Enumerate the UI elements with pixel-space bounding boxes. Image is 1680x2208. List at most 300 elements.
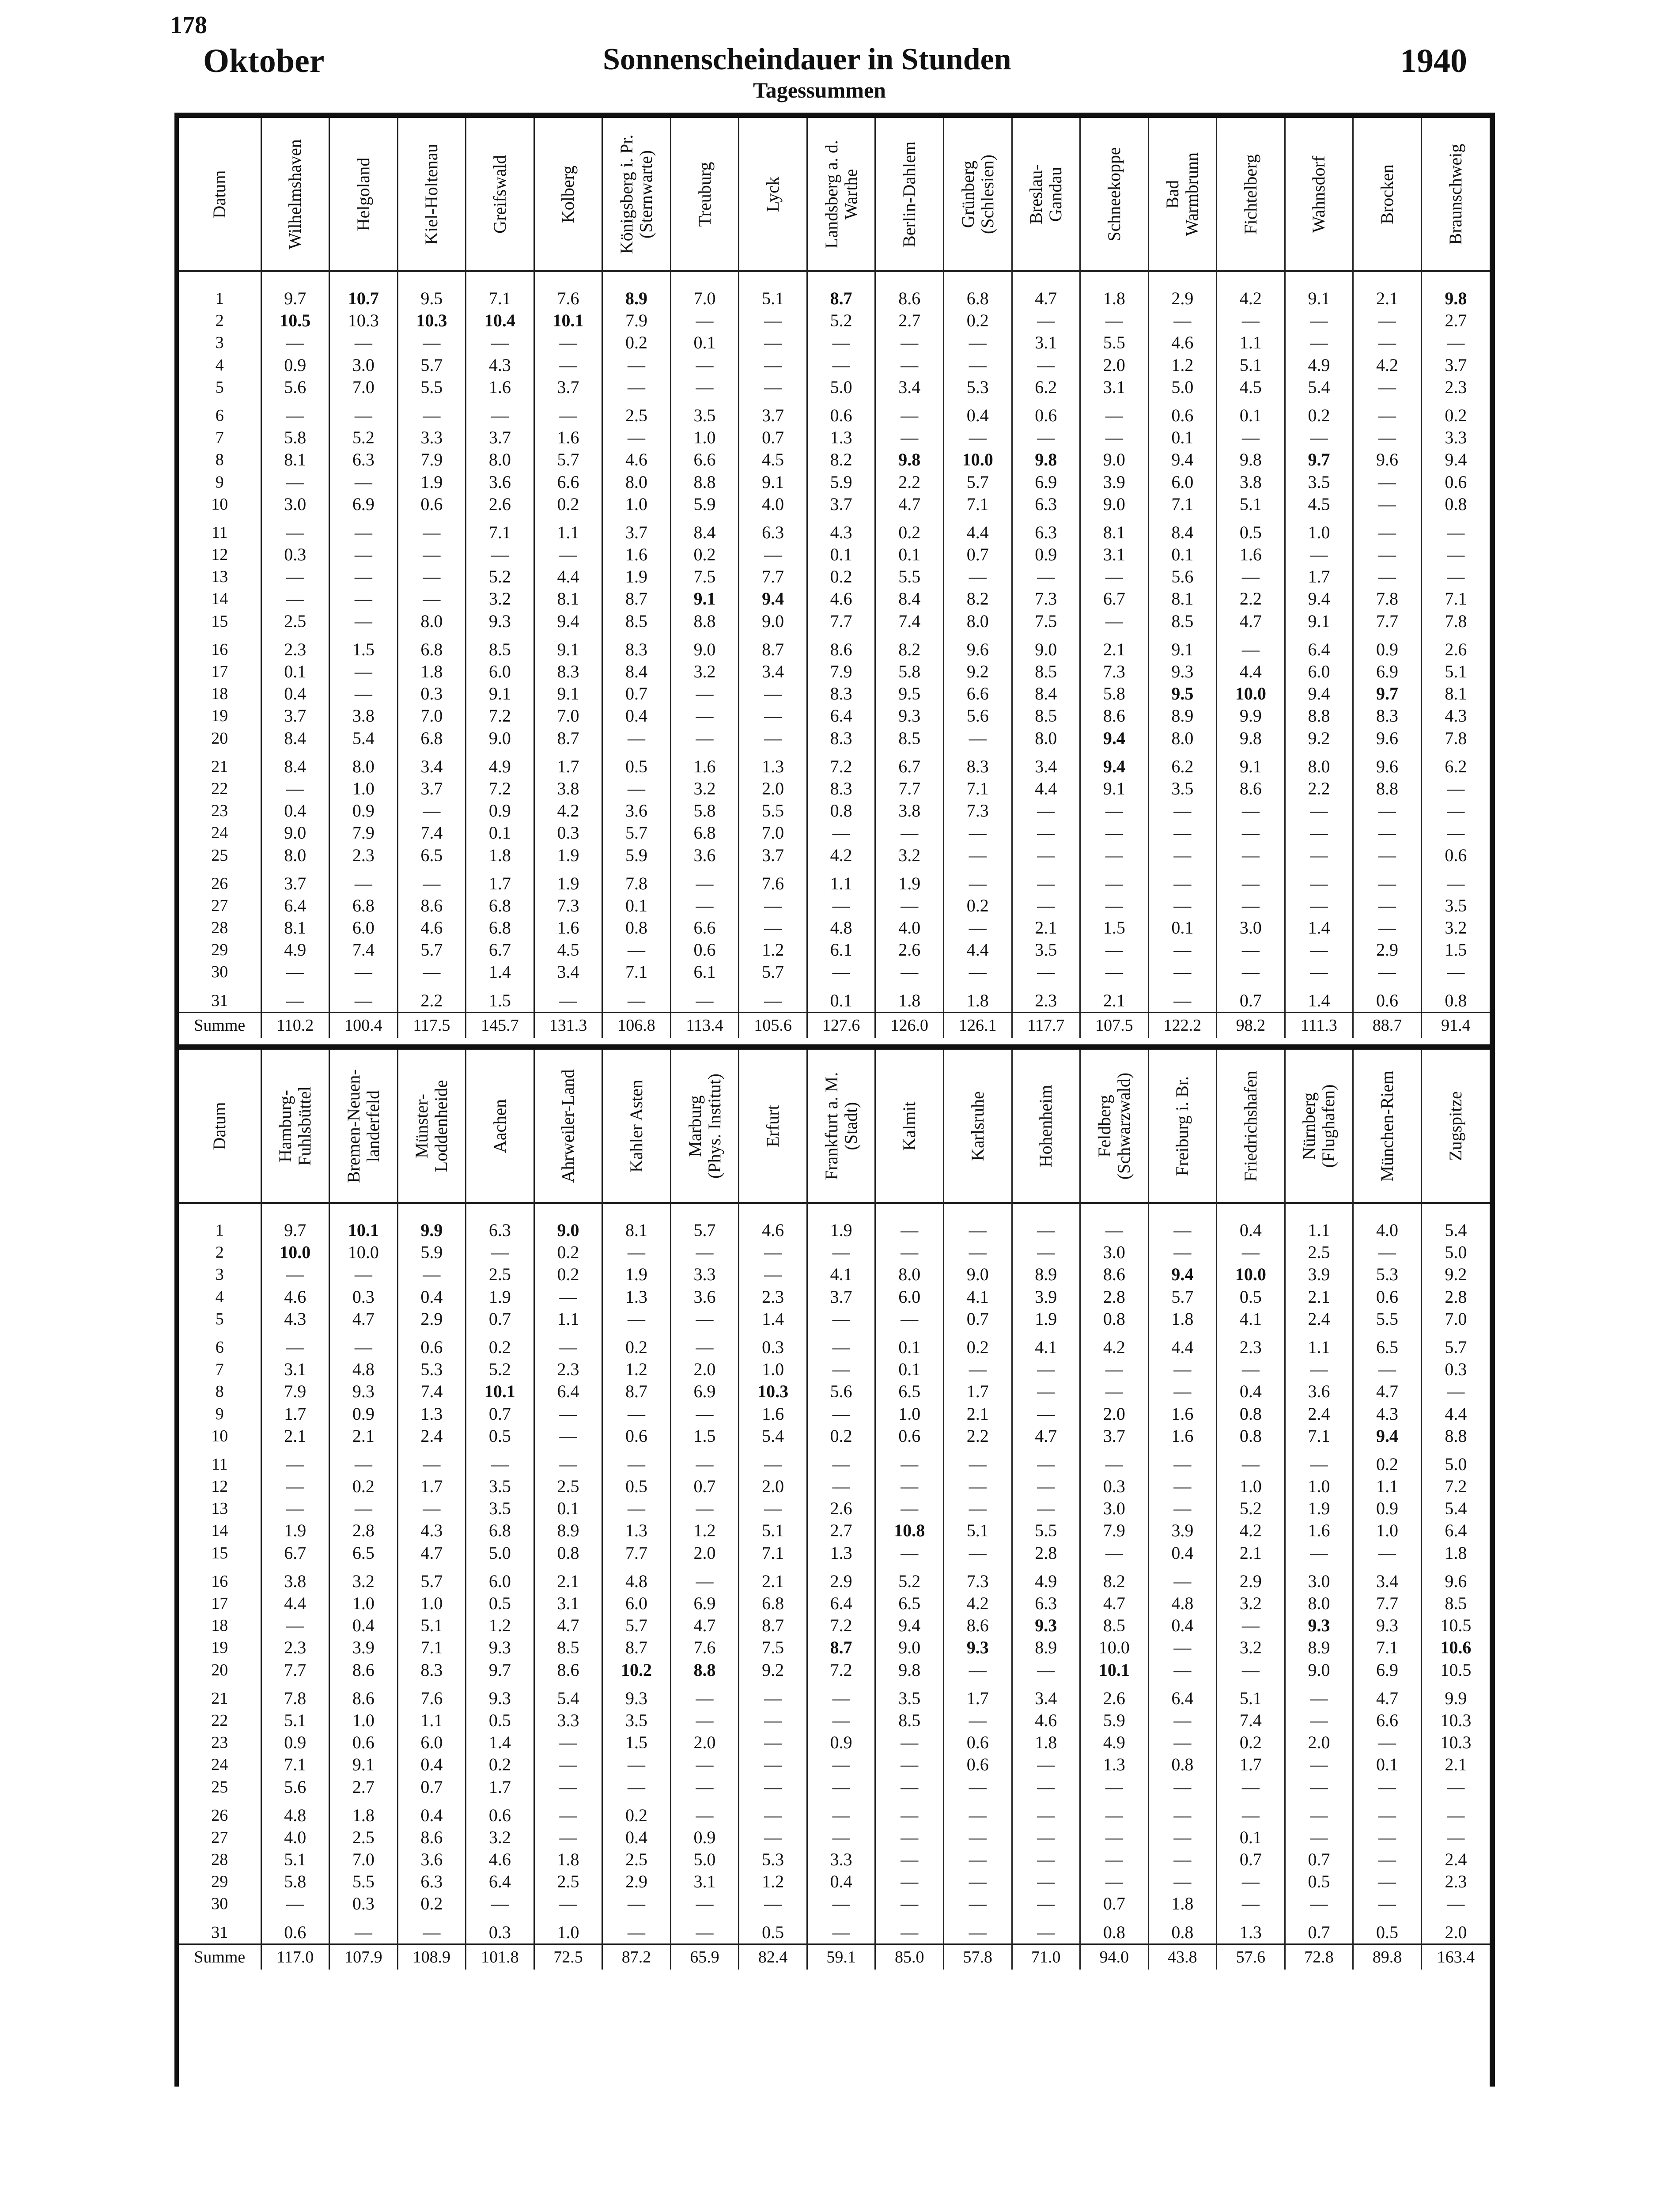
value-cell: 0.3 — [488, 1922, 511, 1942]
value-cell: — — [286, 962, 304, 982]
value-cell: — — [1105, 427, 1123, 448]
value-cell: 6.3 — [1035, 522, 1057, 542]
value-cell: — — [696, 1688, 714, 1708]
station-column-bad-warmbrunn — [1148, 271, 1217, 1012]
value-cell: 8.3 — [1376, 706, 1399, 726]
value-cell: 0.9 — [284, 1732, 306, 1753]
sum-value: 110.2 — [261, 1012, 329, 1038]
value-cell: — — [1310, 1894, 1328, 1914]
value-cell: — — [1173, 1476, 1192, 1497]
station-header-bad-warmbrunn — [1148, 118, 1217, 271]
value-cell: 4.3 — [420, 1520, 443, 1541]
value-cell: 0.7 — [966, 1308, 989, 1329]
day-number: 3 — [215, 1265, 224, 1284]
value-cell: 8.7 — [762, 639, 784, 659]
value-cell: — — [286, 1894, 304, 1914]
value-cell: — — [832, 355, 850, 375]
value-cell: 5.5 — [420, 377, 443, 397]
value-cell: 5.7 — [625, 823, 647, 843]
station-name: Zugspitze — [1445, 1091, 1466, 1161]
value-cell: 6.8 — [488, 895, 511, 915]
value-cell: 9.7 — [1308, 450, 1330, 470]
value-cell: — — [1037, 1220, 1055, 1240]
value-cell: 5.0 — [1445, 1242, 1467, 1263]
value-cell: 8.5 — [1103, 1615, 1125, 1636]
value-cell: — — [1310, 1710, 1328, 1730]
value-cell: 7.7 — [284, 1660, 306, 1680]
value-cell: — — [969, 873, 987, 893]
value-cell: 4.4 — [1035, 778, 1057, 798]
value-cell: 1.4 — [1308, 918, 1330, 938]
value-cell: 1.8 — [1171, 1894, 1194, 1914]
value-cell: — — [1378, 801, 1396, 821]
value-cell: 9.3 — [488, 1688, 511, 1708]
value-cell: 4.2 — [1239, 288, 1262, 308]
value-cell: — — [559, 990, 577, 1010]
value-cell: 6.7 — [488, 940, 511, 960]
value-cell: — — [1241, 1805, 1260, 1825]
value-cell: 0.6 — [488, 1805, 511, 1825]
value-cell: 9.7 — [284, 1220, 306, 1240]
value-cell: 6.5 — [898, 1593, 921, 1613]
sum-value: 43.8 — [1148, 1944, 1217, 1970]
value-cell: 6.3 — [1035, 494, 1057, 514]
value-cell: — — [1173, 1805, 1192, 1825]
station-column-braunschweig — [1421, 271, 1490, 1012]
value-cell: — — [1378, 1359, 1396, 1380]
value-cell: — — [1241, 310, 1260, 331]
day-number: 21 — [211, 757, 228, 776]
value-cell: 6.8 — [693, 823, 716, 843]
value-cell: 0.8 — [625, 918, 647, 938]
day-number: 9 — [215, 473, 224, 492]
value-cell: 2.1 — [1445, 1754, 1467, 1775]
station-header-treuburg — [670, 118, 739, 271]
day-number: 5 — [215, 1309, 224, 1328]
value-cell: — — [1310, 801, 1328, 821]
value-cell: 7.8 — [284, 1688, 306, 1708]
value-cell: 0.7 — [693, 1476, 716, 1497]
value-cell: 3.6 — [1308, 1381, 1330, 1402]
value-cell: — — [354, 522, 372, 542]
value-cell: 8.0 — [1308, 1593, 1330, 1613]
day-number: 11 — [211, 523, 228, 542]
value-cell: 5.6 — [966, 706, 989, 726]
value-cell: — — [423, 405, 441, 425]
value-cell: 4.6 — [1035, 1710, 1057, 1730]
value-cell: 9.0 — [966, 1264, 989, 1285]
value-cell: — — [901, 1220, 919, 1240]
value-cell: — — [628, 1403, 645, 1424]
day-number: 6 — [215, 1338, 224, 1357]
value-cell: 4.4 — [966, 940, 989, 960]
day-number: 14 — [211, 1521, 228, 1540]
value-cell: 2.6 — [898, 940, 921, 960]
station-name: Braunschweig — [1445, 144, 1466, 245]
value-cell: 0.1 — [1171, 544, 1194, 565]
value-cell: 0.2 — [830, 567, 852, 587]
day-number: 23 — [211, 1733, 228, 1752]
value-cell: 1.7 — [488, 873, 511, 893]
value-cell: 5.4 — [1308, 377, 1330, 397]
value-cell: 7.1 — [488, 288, 511, 308]
sum-value: 117.5 — [397, 1012, 466, 1038]
day-number: 3 — [215, 333, 224, 352]
value-cell: 5.4 — [1445, 1498, 1467, 1519]
value-cell: — — [559, 1286, 577, 1307]
value-cell: 5.0 — [488, 1543, 511, 1563]
value-cell: 1.9 — [1035, 1308, 1057, 1329]
value-cell: 9.9 — [420, 1220, 443, 1240]
value-cell: 5.0 — [1171, 377, 1194, 397]
value-cell: 2.4 — [1308, 1308, 1330, 1329]
day-number: 10 — [211, 1426, 228, 1445]
value-cell: — — [696, 706, 714, 726]
value-cell: — — [1378, 1732, 1396, 1753]
value-cell: 10.0 — [1235, 684, 1266, 704]
value-cell: — — [423, 962, 441, 982]
value-cell: — — [1037, 1849, 1055, 1870]
value-cell: 3.0 — [1239, 918, 1262, 938]
value-cell: 2.0 — [693, 1732, 716, 1753]
value-cell: 9.2 — [966, 662, 989, 681]
value-cell: 1.1 — [1239, 333, 1262, 353]
value-cell: — — [901, 1894, 919, 1914]
value-cell: 2.7 — [830, 1520, 852, 1541]
day-number: 7 — [215, 1360, 224, 1379]
value-cell: 7.4 — [420, 823, 443, 843]
value-cell: 6.5 — [1376, 1337, 1399, 1357]
value-cell: 9.4 — [1171, 450, 1194, 470]
value-cell: 3.1 — [557, 1593, 579, 1613]
value-cell: — — [1241, 1894, 1260, 1914]
value-cell: 6.5 — [420, 845, 443, 865]
value-cell: 0.4 — [625, 1827, 647, 1847]
value-cell: — — [1310, 1454, 1328, 1474]
station-header-helgoland — [329, 118, 398, 271]
value-cell: 9.0 — [1308, 1660, 1330, 1680]
value-cell: 5.9 — [420, 1242, 443, 1263]
value-cell: — — [696, 1498, 714, 1519]
value-cell: 5.2 — [898, 1571, 921, 1591]
value-cell: 1.6 — [557, 918, 579, 938]
station-column-treuburg — [670, 271, 739, 1012]
station-header-karlsruhe — [943, 1050, 1012, 1203]
value-cell: 0.4 — [420, 1286, 443, 1307]
value-cell: — — [1037, 1660, 1055, 1680]
value-cell: 8.3 — [966, 756, 989, 776]
value-cell: — — [1378, 1805, 1396, 1825]
value-cell: — — [764, 990, 782, 1010]
value-cell: 4.3 — [1445, 706, 1467, 726]
value-cell: 0.9 — [284, 355, 306, 375]
value-cell: 0.3 — [557, 823, 579, 843]
top-station-table — [179, 118, 1490, 1038]
value-cell: 0.2 — [557, 494, 579, 514]
value-cell: 0.2 — [488, 1754, 511, 1775]
value-cell: 6.1 — [830, 940, 852, 960]
value-cell: 2.3 — [762, 1286, 784, 1307]
value-cell: — — [1310, 427, 1328, 448]
station-column-koenigsberg-i-pr-sternwarte — [602, 271, 671, 1012]
value-cell: 8.4 — [1035, 684, 1057, 704]
value-cell: 3.5 — [1308, 472, 1330, 492]
section-divider — [174, 1044, 1495, 1050]
value-cell: — — [628, 377, 645, 397]
value-cell: 4.6 — [1171, 333, 1194, 353]
value-cell: 8.7 — [625, 1381, 647, 1402]
value-cell: — — [286, 1476, 304, 1497]
value-cell: 5.0 — [830, 377, 852, 397]
day-number: 21 — [211, 1689, 228, 1708]
value-cell: 8.2 — [1103, 1571, 1125, 1591]
value-cell: 3.3 — [557, 1710, 579, 1730]
value-cell: 1.7 — [1239, 1754, 1262, 1775]
value-cell: — — [969, 845, 987, 865]
value-cell: — — [764, 728, 782, 748]
station-column-frankfurt-a-m-stadt — [807, 1203, 875, 1944]
value-cell: 6.0 — [1171, 472, 1194, 492]
value-cell: 2.1 — [352, 1425, 375, 1446]
value-cell: 0.8 — [1445, 990, 1467, 1010]
value-cell: 7.7 — [625, 1543, 647, 1563]
sum-value: 85.0 — [875, 1944, 944, 1970]
sum-value: 122.2 — [1148, 1012, 1217, 1038]
sum-value: 145.7 — [466, 1012, 534, 1038]
value-cell: 5.7 — [1445, 1337, 1467, 1357]
value-cell: 8.5 — [488, 639, 511, 659]
value-cell: 2.1 — [1103, 990, 1125, 1010]
station-name: Wahnsdorf — [1309, 155, 1329, 233]
value-cell: 6.7 — [898, 756, 921, 776]
station-name: München-Riem — [1377, 1070, 1397, 1182]
value-cell: 5.6 — [284, 1777, 306, 1797]
value-cell: 6.9 — [1376, 1660, 1399, 1680]
value-cell: — — [696, 728, 714, 748]
value-cell: 8.3 — [625, 639, 647, 659]
value-cell: 0.2 — [625, 1805, 647, 1825]
value-cell: — — [1037, 310, 1055, 331]
value-cell: 0.4 — [625, 706, 647, 726]
value-cell: — — [1241, 962, 1260, 982]
value-cell: — — [559, 1732, 577, 1753]
value-cell: 1.3 — [1103, 1754, 1125, 1775]
value-cell: 1.1 — [557, 1308, 579, 1329]
value-cell: 0.1 — [1171, 918, 1194, 938]
value-cell: — — [1310, 333, 1328, 353]
value-cell: — — [1447, 544, 1465, 565]
value-cell: 8.0 — [1308, 756, 1330, 776]
value-cell: — — [1378, 1894, 1396, 1914]
value-cell: — — [832, 1777, 850, 1797]
value-cell: 0.1 — [830, 544, 852, 565]
station-column-marburg-phys-institut — [670, 1203, 739, 1944]
value-cell: 1.9 — [420, 472, 443, 492]
value-cell: 7.0 — [420, 706, 443, 726]
value-cell: — — [764, 355, 782, 375]
value-cell: 9.7 — [284, 288, 306, 308]
value-cell: 6.7 — [284, 1543, 306, 1563]
value-cell: 7.9 — [1103, 1520, 1125, 1541]
value-cell: 5.5 — [1035, 1520, 1057, 1541]
value-cell: — — [764, 1805, 782, 1825]
value-cell: 3.7 — [830, 494, 852, 514]
day-number: 15 — [211, 612, 228, 631]
value-cell: 0.2 — [625, 1337, 647, 1357]
value-cell: 1.0 — [557, 1922, 579, 1942]
value-cell: — — [559, 1777, 577, 1797]
value-cell: — — [354, 589, 372, 609]
value-cell: 7.2 — [488, 778, 511, 798]
value-cell: — — [969, 823, 987, 843]
value-cell: 9.8 — [1239, 728, 1262, 748]
value-cell: — — [764, 1498, 782, 1519]
value-cell: — — [764, 1754, 782, 1775]
value-cell: — — [1241, 895, 1260, 915]
day-number: 16 — [211, 1572, 228, 1591]
value-cell: 1.7 — [420, 1476, 443, 1497]
station-header-freiburg-i-br — [1148, 1050, 1217, 1203]
station-column-landsberg-a-d-warthe — [807, 271, 875, 1012]
value-cell: 8.2 — [898, 639, 921, 659]
value-cell: — — [559, 1894, 577, 1914]
value-cell: — — [832, 1359, 850, 1380]
value-cell: 8.0 — [1035, 728, 1057, 748]
value-cell: 1.5 — [1445, 940, 1467, 960]
day-number: 29 — [211, 941, 228, 960]
value-cell: — — [1173, 1732, 1192, 1753]
value-cell: — — [764, 1732, 782, 1753]
value-cell: 0.8 — [1103, 1308, 1125, 1329]
sum-value: 87.2 — [602, 1944, 671, 1970]
value-cell: — — [1241, 1777, 1260, 1797]
value-cell: 2.0 — [1445, 1922, 1467, 1942]
value-cell: 8.7 — [830, 288, 852, 308]
value-cell: — — [354, 1454, 372, 1474]
value-cell: — — [969, 1849, 987, 1870]
value-cell: 6.0 — [625, 1593, 647, 1613]
value-cell: 5.5 — [1103, 333, 1125, 353]
sum-value: 111.3 — [1285, 1012, 1353, 1038]
value-cell: 1.9 — [625, 567, 647, 587]
station-header-fichtelberg — [1217, 118, 1285, 271]
value-cell: 2.3 — [1445, 1872, 1467, 1892]
value-cell: — — [1378, 873, 1396, 893]
value-cell: 4.4 — [557, 567, 579, 587]
value-cell: 3.5 — [898, 1688, 921, 1708]
value-cell: 9.6 — [966, 639, 989, 659]
value-cell: — — [901, 1827, 919, 1847]
value-cell: — — [696, 1777, 714, 1797]
value-cell: 9.0 — [284, 823, 306, 843]
station-column-gruenberg-schlesien — [943, 271, 1012, 1012]
value-cell: — — [969, 1543, 987, 1563]
station-header-ahrweiler-land — [534, 1050, 602, 1203]
value-cell: 8.2 — [966, 589, 989, 609]
value-cell: 5.1 — [1239, 1688, 1262, 1708]
value-cell: 10.3 — [1440, 1732, 1472, 1753]
station-column-helgoland — [329, 271, 398, 1012]
value-cell: 1.9 — [284, 1520, 306, 1541]
value-cell: 0.6 — [284, 1922, 306, 1942]
value-cell: — — [1241, 427, 1260, 448]
value-cell: 1.0 — [1376, 1520, 1399, 1541]
station-column-fichtelberg — [1217, 271, 1285, 1012]
value-cell: — — [628, 427, 645, 448]
value-cell: 1.6 — [1308, 1520, 1330, 1541]
value-cell: 1.1 — [420, 1710, 443, 1730]
value-cell: — — [1310, 1805, 1328, 1825]
value-cell: 2.1 — [966, 1403, 989, 1424]
value-cell: — — [901, 895, 919, 915]
value-cell: 2.0 — [762, 1476, 784, 1497]
value-cell: 4.7 — [352, 1308, 375, 1329]
value-cell: 2.8 — [1103, 1286, 1125, 1307]
value-cell: — — [1105, 823, 1123, 843]
value-cell: 10.8 — [894, 1520, 925, 1541]
value-cell: — — [628, 1922, 645, 1942]
value-cell: 8.4 — [284, 756, 306, 776]
station-name: Kolberg — [558, 165, 578, 223]
value-cell: — — [1378, 1872, 1396, 1892]
value-cell: 5.2 — [1239, 1498, 1262, 1519]
value-cell: — — [1310, 544, 1328, 565]
value-cell: 0.6 — [1376, 990, 1399, 1010]
value-cell: — — [832, 962, 850, 982]
station-column-brocken — [1353, 271, 1422, 1012]
value-cell: 7.1 — [1171, 494, 1194, 514]
value-cell: — — [696, 1894, 714, 1914]
value-cell: — — [354, 611, 372, 631]
value-cell: 1.5 — [625, 1732, 647, 1753]
value-cell: — — [628, 940, 645, 960]
station-header-greifswald — [466, 118, 534, 271]
value-cell: 5.2 — [352, 427, 375, 448]
value-cell: — — [832, 1308, 850, 1329]
station-header-gruenberg-schlesien — [943, 118, 1012, 271]
station-name: Karlsruhe — [967, 1091, 988, 1161]
value-cell: 7.1 — [966, 778, 989, 798]
value-cell: 3.3 — [1445, 427, 1467, 448]
value-cell: 5.7 — [693, 1220, 716, 1240]
value-cell: 3.5 — [693, 405, 716, 425]
value-cell: 8.0 — [420, 611, 443, 631]
value-cell: — — [764, 1777, 782, 1797]
station-name: Ahrweiler-Land — [558, 1069, 578, 1183]
value-cell: 5.6 — [1171, 567, 1194, 587]
value-cell: — — [969, 962, 987, 982]
value-cell: 0.1 — [557, 1498, 579, 1519]
value-cell: 1.6 — [1171, 1425, 1194, 1446]
value-cell: — — [1173, 1242, 1192, 1263]
datum-header — [179, 1050, 261, 1203]
value-cell: — — [901, 1922, 919, 1942]
value-cell: — — [1037, 1894, 1055, 1914]
value-cell: 0.5 — [488, 1425, 511, 1446]
value-cell: 8.4 — [693, 522, 716, 542]
value-cell: 4.9 — [284, 940, 306, 960]
value-cell: 5.3 — [1376, 1264, 1399, 1285]
value-cell: 8.4 — [898, 589, 921, 609]
value-cell: 3.2 — [488, 589, 511, 609]
value-cell: 0.6 — [966, 1754, 989, 1775]
value-cell: 0.8 — [1171, 1922, 1194, 1942]
value-cell: 8.5 — [1445, 1593, 1467, 1613]
value-cell: — — [286, 405, 304, 425]
value-cell: — — [1105, 1872, 1123, 1892]
value-cell: 7.9 — [830, 662, 852, 681]
value-cell: 3.8 — [557, 778, 579, 798]
